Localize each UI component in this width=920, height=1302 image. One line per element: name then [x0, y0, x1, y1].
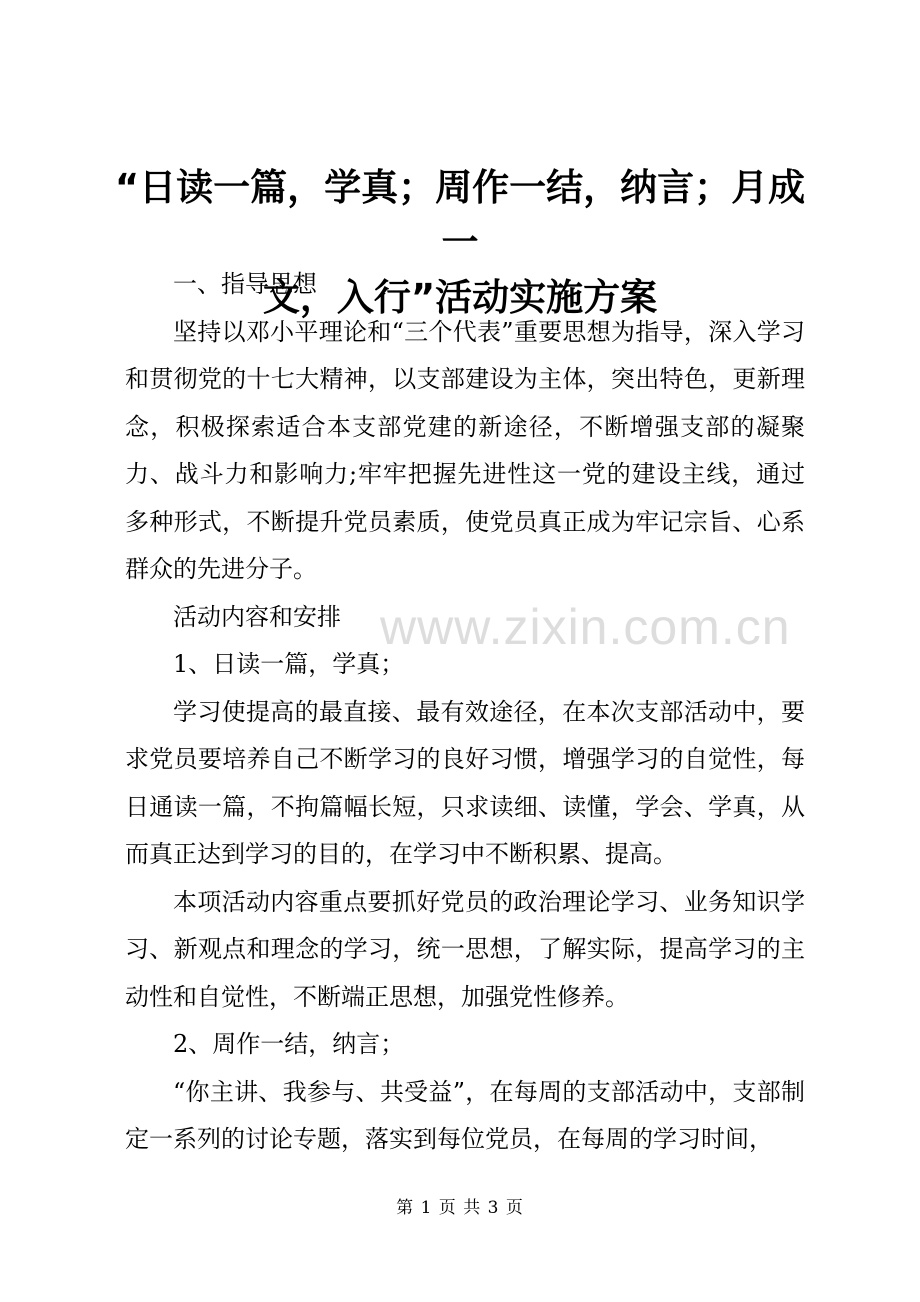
subheading-weekly-summary: 2、周作一结，纳言； — [173, 1030, 405, 1058]
subheading-daily-reading: 1、日读一篇，学真； — [173, 650, 405, 678]
paragraph-guiding-thought: 坚持以邓小平理论和“三个代表”重要思想为指导，深入学习和贯彻党的十七大精神，以支部建设为主体，突出特色，更新理念，积极探索适合本支部党建的新途径，不断增强支部的凝聚力、战斗力和影响力;牢牢把握先进性这一党的建设主线，通过多种形式，不断提升党员素质，使党员真正成为牢记宗旨、心系群众的先进分子。 — [125, 317, 805, 583]
title-line-1: “日读一篇，学真；周作一结，纳言；月成一 — [114, 166, 806, 264]
title-line-2: 文，入行”活动实施方案 — [262, 276, 658, 319]
page-footer: 第 1 页 共 3 页 — [396, 1198, 524, 1218]
paragraph-daily-reading: 学习使提高的最直接、最有效途径，在本次支部活动中，要求党员要培养自己不断学习的良好习惯，增强学习的自觉性，每日通读一篇，不拘篇幅长短，只求读细、读懂，学会、学真，从而真正达到学习的目的，在学习中不断积累、提高。 — [125, 697, 805, 868]
site-watermark: www.zixin.com.cn — [380, 599, 791, 655]
paragraph-weekly-summary: “你主讲、我参与、共受益”，在每周的支部活动中，支部制定一系列的讨论专题，落实到每位党员，在每周的学习时间， — [125, 1077, 805, 1153]
section-heading-guiding-thought: 一、指导思想 — [173, 270, 317, 298]
paragraph-activity-focus: 本项活动内容重点要抓好党员的政治理论学习、业务知识学习、新观点和理念的学习，统一思想，了解实际，提高学习的主动性和自觉性，不断端正思想，加强党性修养。 — [125, 887, 805, 1011]
document-body — [125, 261, 805, 1164]
section-heading-activities: 活动内容和安排 — [173, 602, 341, 631]
